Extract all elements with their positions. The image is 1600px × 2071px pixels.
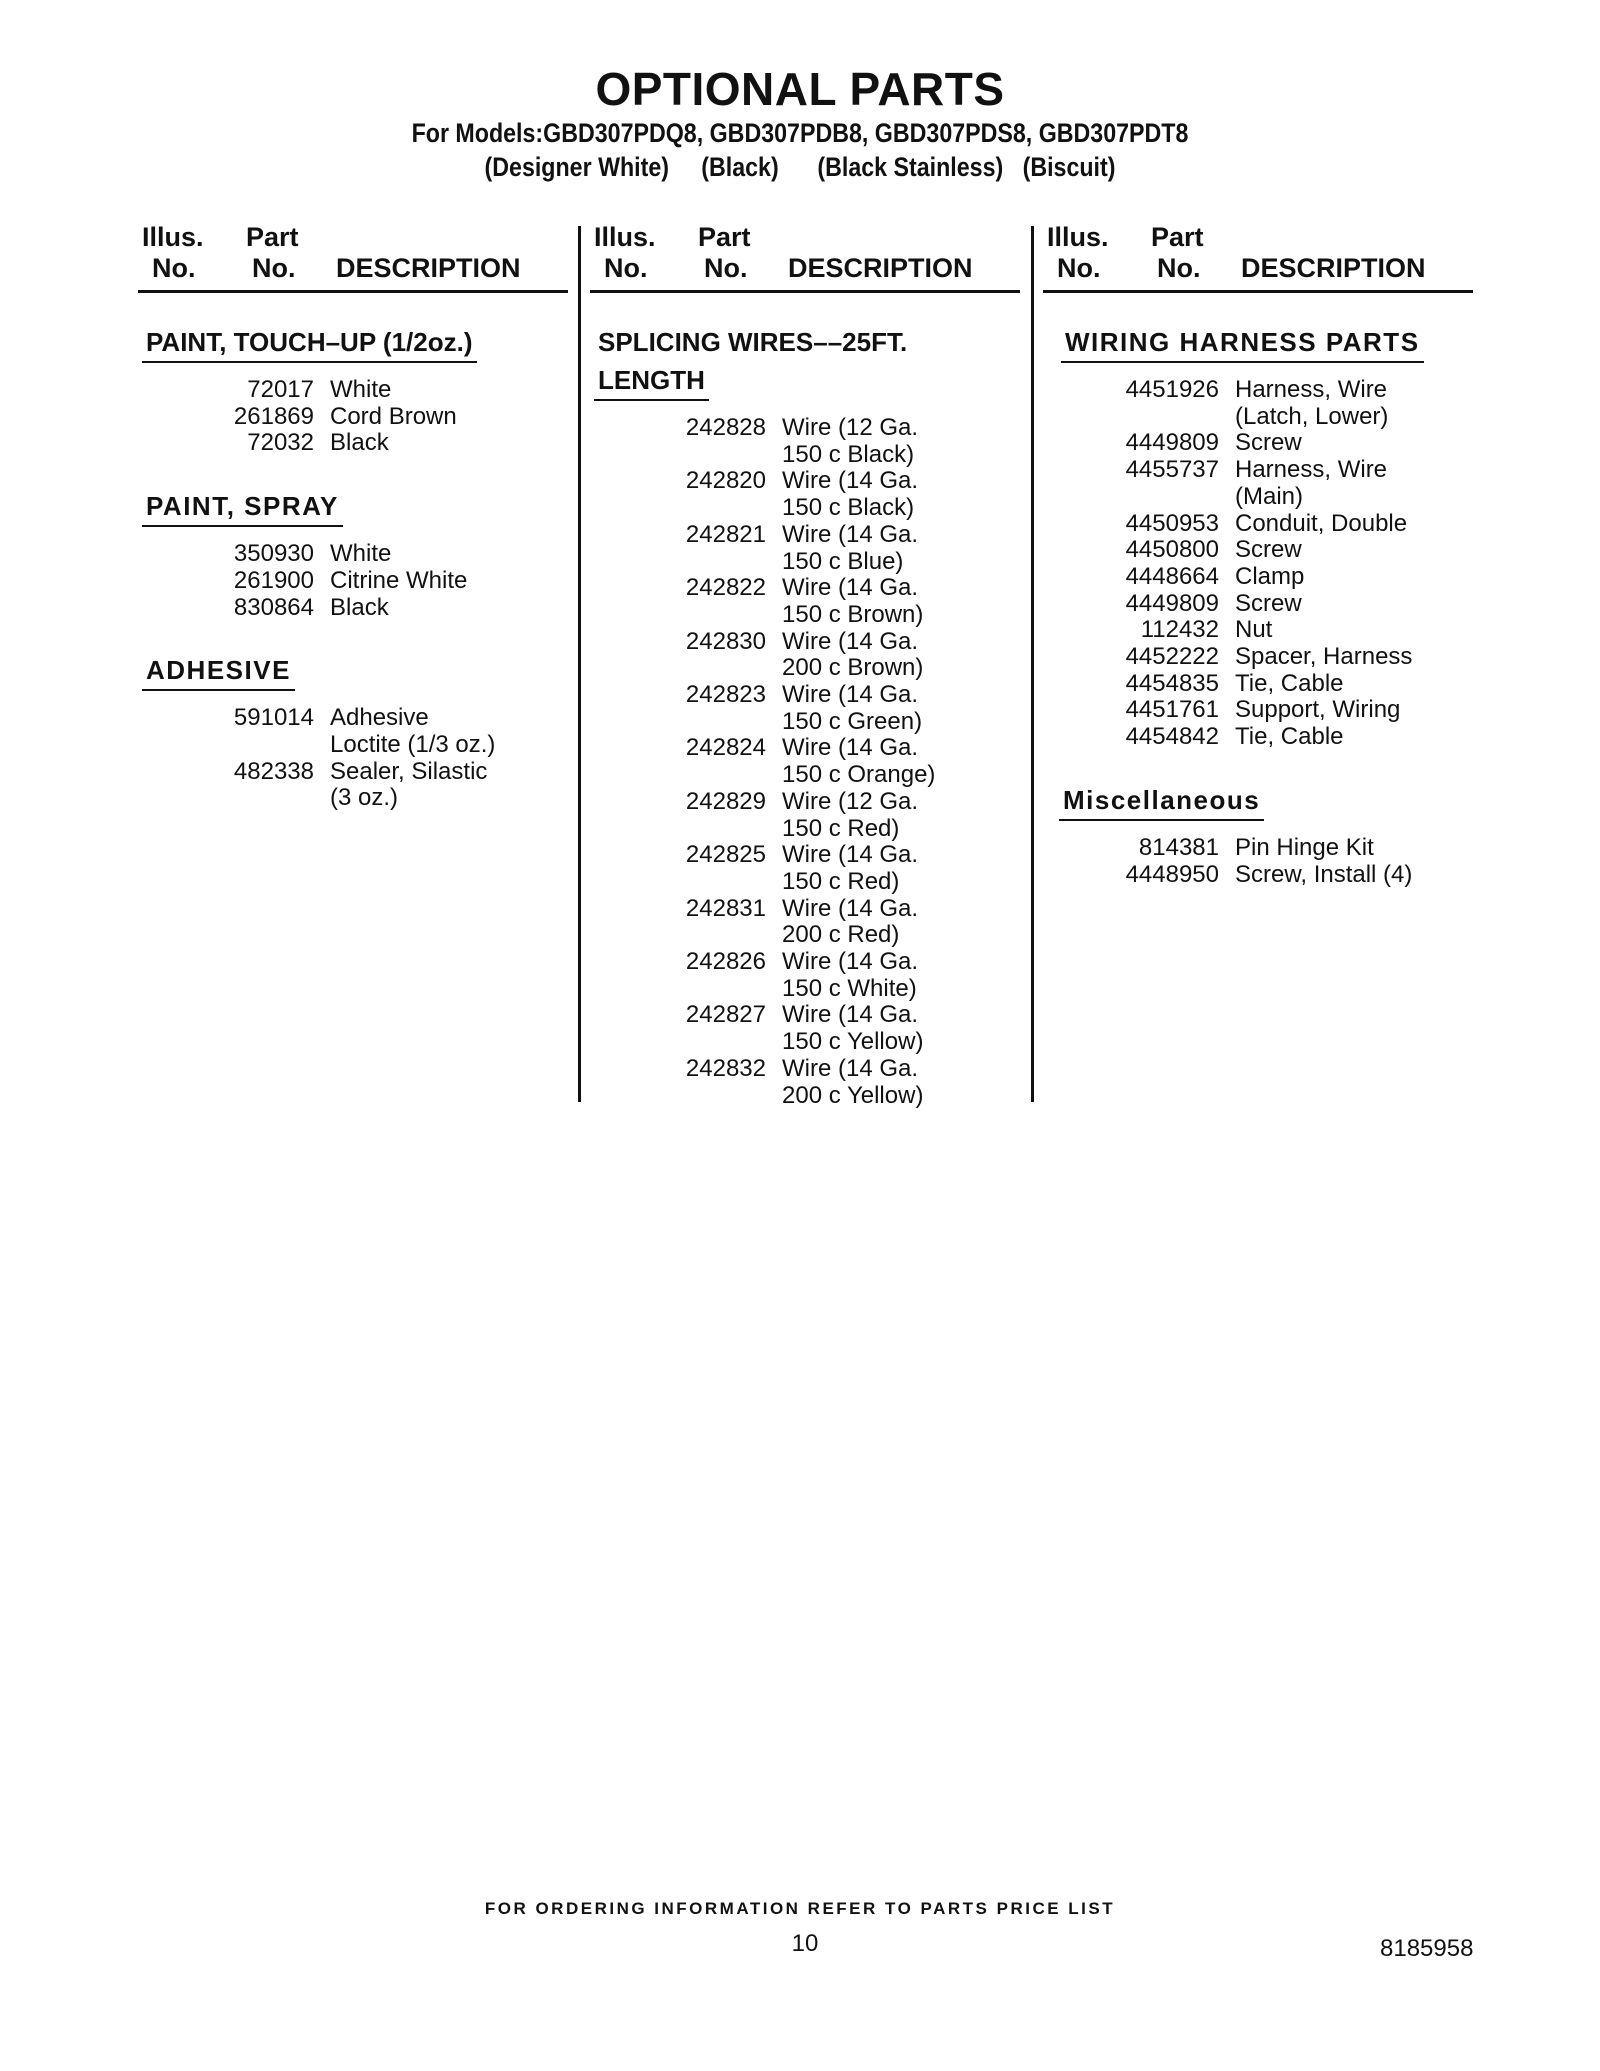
section-title-continued: LENGTH — [594, 363, 709, 401]
part-row — [1043, 377, 1473, 430]
part-row — [590, 629, 1020, 682]
part-header: Part — [1151, 222, 1204, 252]
part-description: Clamp — [1235, 562, 1305, 590]
part-description: Screw, Install (4) — [1235, 860, 1413, 888]
part-description: Wire (14 Ga. 200 c Yellow) — [782, 1054, 924, 1109]
section-splicing-wires — [590, 325, 1020, 1109]
section-miscellaneous — [1043, 783, 1473, 888]
part-number: 4451761 — [1125, 696, 1219, 724]
column-divider — [1031, 226, 1034, 1102]
section-paint-touch-up — [138, 325, 568, 457]
part-description: Conduit, Double — [1235, 509, 1408, 537]
part-description: Wire (12 Ga. 150 c Red) — [782, 787, 919, 842]
illus-header: Illus. — [594, 222, 656, 252]
description-header: DESCRIPTION — [788, 253, 973, 283]
part-number: 72017 — [247, 376, 314, 403]
part-description: Pin Hinge Kit — [1235, 833, 1374, 861]
part-number: 242821 — [685, 520, 766, 548]
part-number: 112432 — [1140, 616, 1219, 644]
part-header: Part — [698, 222, 751, 252]
part-number: 242829 — [685, 787, 766, 815]
part-number: 350930 — [233, 540, 314, 568]
illus-no-header: No. — [1057, 253, 1101, 283]
part-row — [1043, 862, 1473, 889]
part-row — [1043, 671, 1473, 698]
part-description: White — [330, 376, 392, 403]
part-description: Wire (14 Ga. 150 c Blue) — [782, 520, 919, 575]
part-row — [138, 404, 568, 431]
part-number: 242823 — [685, 681, 766, 709]
part-number: 4448664 — [1125, 562, 1219, 590]
part-row — [590, 522, 1020, 575]
part-description: Wire (14 Ga. 150 c Black) — [782, 467, 919, 522]
section-title: Miscellaneous — [1059, 783, 1264, 821]
section-wiring-harness-parts — [1043, 325, 1473, 751]
section-adhesive — [138, 653, 568, 812]
part-description: Screw — [1235, 429, 1302, 457]
part-description: Cord Brown — [330, 402, 457, 430]
part-number: 242820 — [685, 467, 766, 495]
part-number: 4449809 — [1125, 429, 1219, 457]
part-description: Wire (14 Ga. 150 c White) — [782, 948, 919, 1002]
part-description: Black — [330, 429, 389, 457]
section-paint-spray — [138, 489, 568, 621]
part-description: Support, Wiring — [1235, 696, 1401, 724]
part-number: 72032 — [247, 429, 314, 457]
illus-no-header: No. — [604, 253, 648, 283]
part-row — [1043, 591, 1473, 618]
part-description: Wire (14 Ga. 150 c Red) — [782, 841, 919, 895]
part-number: 4454842 — [1125, 723, 1219, 751]
part-row — [590, 468, 1020, 521]
part-number: 591014 — [233, 704, 314, 732]
part-description: Adhesive Loctite (1/3 oz.) — [330, 704, 496, 758]
part-row — [590, 789, 1020, 842]
part-description: Nut — [1235, 616, 1273, 644]
part-description: Harness, Wire (Latch, Lower) — [1235, 376, 1389, 430]
part-number: 242831 — [685, 894, 766, 922]
part-description: White — [330, 540, 392, 568]
part-row — [1043, 457, 1473, 510]
part-row — [590, 896, 1020, 949]
part-number: 242828 — [685, 414, 766, 441]
part-number: 242827 — [685, 1001, 766, 1029]
part-row — [590, 842, 1020, 895]
part-description: Tie, Cable — [1235, 723, 1344, 751]
page-title: OPTIONAL PARTS — [595, 63, 1005, 115]
part-row — [590, 735, 1020, 788]
part-header: Part — [246, 222, 299, 252]
part-number: 261869 — [233, 402, 314, 430]
part-number: 4452222 — [1125, 643, 1219, 671]
part-row — [590, 682, 1020, 735]
part-number: 830864 — [233, 593, 314, 621]
section-title: SPLICING WIRES––25FT. — [598, 327, 908, 357]
part-number: 4451926 — [1125, 376, 1219, 403]
section-title: PAINT, TOUCH–UP (1/2oz.) — [142, 325, 477, 363]
part-row — [590, 415, 1020, 468]
part-description: Citrine White — [330, 566, 468, 594]
parts-column-1 — [138, 222, 568, 812]
page-header — [0, 62, 1600, 184]
part-row — [590, 575, 1020, 628]
part-number: 242822 — [685, 574, 766, 602]
part-row — [138, 705, 568, 758]
part-description: Tie, Cable — [1235, 669, 1344, 697]
part-number: 4454835 — [1125, 669, 1219, 697]
part-no-header: No. — [704, 253, 748, 283]
part-row — [1043, 617, 1473, 644]
model-colors: (Designer White) (Black) (Black Stainless) (Biscuit) — [484, 152, 1116, 182]
part-row — [1043, 537, 1473, 564]
illus-header: Illus. — [142, 222, 204, 252]
part-description: Sealer, Silastic (3 oz.) — [330, 757, 488, 812]
illus-no-header: No. — [152, 253, 196, 283]
description-header: DESCRIPTION — [336, 253, 521, 283]
part-row — [138, 541, 568, 568]
parts-column-2 — [590, 222, 1020, 1109]
part-description: Wire (14 Ga. 150 c Green) — [782, 681, 923, 735]
part-row — [1043, 511, 1473, 538]
part-description: Screw — [1235, 536, 1302, 564]
part-description: Wire (14 Ga. 150 c Orange) — [782, 734, 936, 789]
part-row — [138, 430, 568, 457]
page-number: 10 — [791, 1930, 819, 1957]
part-number: 261900 — [233, 566, 314, 594]
part-number: 4450800 — [1125, 536, 1219, 564]
part-row — [1043, 430, 1473, 457]
description-header: DESCRIPTION — [1241, 253, 1426, 283]
part-description: Wire (12 Ga. 150 c Black) — [782, 414, 919, 468]
illus-header: Illus. — [1047, 222, 1109, 252]
document-number: 8185958 — [1380, 1935, 1474, 1962]
part-number: 242832 — [685, 1054, 766, 1082]
part-number: 4450953 — [1125, 509, 1219, 537]
column-header — [1043, 222, 1473, 293]
section-title: ADHESIVE — [142, 653, 295, 691]
column-header — [590, 222, 1020, 293]
column-header — [138, 222, 568, 293]
part-row — [138, 759, 568, 812]
part-description: Screw — [1235, 589, 1302, 617]
part-number: 482338 — [233, 757, 314, 785]
part-description: Spacer, Harness — [1235, 643, 1413, 671]
part-number: 814381 — [1138, 833, 1219, 861]
part-row — [138, 595, 568, 622]
part-number: 4449809 — [1125, 589, 1219, 617]
part-description: Harness, Wire (Main) — [1235, 456, 1388, 510]
part-row — [590, 1002, 1020, 1055]
part-row — [1043, 697, 1473, 724]
part-description: Wire (14 Ga. 150 c Yellow) — [782, 1001, 924, 1056]
part-row — [1043, 564, 1473, 591]
parts-column-3 — [1043, 222, 1473, 888]
section-title: WIRING HARNESS PARTS — [1061, 325, 1424, 363]
part-row — [1043, 644, 1473, 671]
part-row — [590, 949, 1020, 1002]
part-no-header: No. — [252, 253, 296, 283]
model-list: For Models:GBD307PDQ8, GBD307PDB8, GBD307PDS8, GBD307PDT8 — [411, 118, 1189, 148]
ordering-note: FOR ORDERING INFORMATION REFER TO PARTS PRICE LIST — [484, 1899, 1116, 1918]
part-row — [138, 377, 568, 404]
part-row — [1043, 724, 1473, 751]
column-divider — [578, 226, 581, 1102]
part-number: 242830 — [685, 627, 766, 655]
part-number: 242826 — [685, 948, 766, 976]
part-no-header: No. — [1157, 253, 1201, 283]
part-row — [1043, 835, 1473, 862]
part-description: Wire (14 Ga. 150 c Brown) — [782, 574, 924, 628]
part-row — [590, 1056, 1020, 1109]
part-number: 242825 — [685, 841, 766, 869]
part-description: Wire (14 Ga. 200 c Brown) — [782, 627, 924, 682]
section-title: PAINT, SPRAY — [142, 489, 343, 527]
part-description: Wire (14 Ga. 200 c Red) — [782, 894, 919, 949]
part-description: Black — [330, 593, 389, 621]
part-number: 4455737 — [1125, 456, 1219, 484]
part-row — [138, 568, 568, 595]
part-number: 242824 — [685, 734, 766, 762]
part-number: 4448950 — [1125, 860, 1219, 888]
